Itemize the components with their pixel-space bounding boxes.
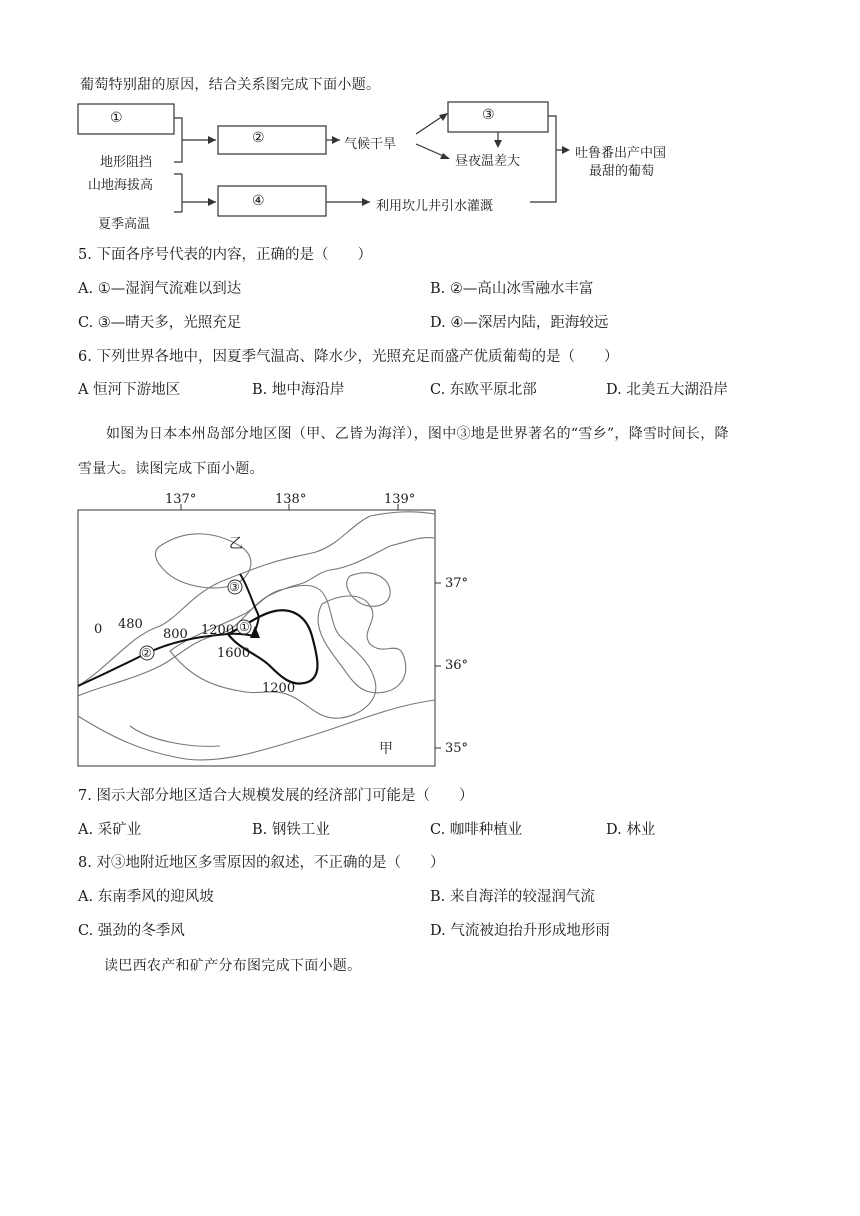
flow-box-3-label: ③ — [482, 107, 495, 123]
flow-box-2-label: ② — [252, 130, 265, 146]
contour-peak-ne — [347, 573, 390, 606]
q6-option-b[interactable]: B. 地中海沿岸 — [252, 382, 345, 398]
map-lon-138: 138° — [275, 492, 307, 507]
map-sea-yi: 乙 — [229, 536, 243, 552]
q8-stem: 8. 对③地附近地区多雪原因的叙述，不正确的是（ ） — [78, 855, 445, 871]
peak-marker-icon — [250, 626, 260, 638]
contour-south-small — [130, 726, 220, 746]
flow-box-4 — [218, 186, 326, 216]
q7-option-c[interactable]: C. 咖啡种植业 — [430, 822, 523, 838]
q5-stem: 5. 下面各序号代表的内容，正确的是（ ） — [78, 247, 372, 263]
map-contour-label-1600: 1600 — [217, 646, 251, 661]
map-point-3: ③ — [229, 580, 240, 594]
q6-stem: 6. 下列世界各地中，因夏季气温高、降水少，光照充足而盛产优质葡萄的是（ ） — [78, 349, 619, 365]
q6-option-a[interactable]: A 恒河下游地区 — [78, 382, 181, 398]
q8-option-b[interactable]: B. 来自海洋的较湿润气流 — [430, 889, 595, 905]
flow-summer-temp: 夏季高温 — [98, 217, 151, 232]
map-lon-137: 137° — [165, 492, 197, 507]
intro-map-line1: 如图为日本本州岛部分地区图（甲、乙皆为海洋），图中③地是世界著名的“雪乡”，降雪时间长，降 — [106, 426, 729, 442]
flow-mountain-altitude: 山地海拔高 — [88, 178, 154, 193]
map-contour-label-1200a: 1200 — [201, 623, 235, 638]
contour-800 — [170, 585, 376, 718]
q8-option-a[interactable]: A. 东南季风的迎风坡 — [78, 889, 214, 905]
flow-box-2 — [218, 126, 326, 154]
q7-stem: 7. 图示大部分地区适合大规模发展的经济部门可能是（ ） — [78, 788, 474, 804]
flow-box-3 — [448, 102, 548, 132]
map-lat-36: 36° — [445, 658, 469, 673]
intro-map-line2: 雪量大。读图完成下面小题。 — [78, 461, 264, 477]
flow-box-4-label: ④ — [252, 193, 265, 209]
q7-option-d[interactable]: D. 林业 — [606, 822, 656, 838]
map-contour-label-480: 480 — [118, 617, 143, 632]
contour-1200-east — [318, 596, 406, 693]
map-contour-label-800: 800 — [163, 627, 188, 642]
map-contour-label-1200b: 1200 — [262, 681, 296, 696]
flow-box-1-label: ① — [110, 110, 123, 126]
flow-karez: 利用坎儿井引水灌溉 — [376, 199, 494, 214]
intro-flowchart: 葡萄特别甜的原因，结合关系图完成下面小题。 — [80, 77, 381, 93]
q5-option-a[interactable]: A. ①—湿润气流难以到达 — [78, 281, 242, 297]
map-lat-37: 37° — [445, 576, 469, 591]
flow-diurnal-range: 昼夜温差大 — [455, 154, 521, 169]
q6-option-d[interactable]: D. 北美五大湖沿岸 — [606, 382, 728, 398]
map-sea-jia: 甲 — [379, 741, 393, 757]
flow-result-line1: 吐鲁番出产中国 — [575, 146, 667, 161]
map-point-2: ② — [141, 646, 152, 660]
q7-option-b[interactable]: B. 钢铁工业 — [252, 822, 330, 838]
q5-option-d[interactable]: D. ④—深居内陆，距海较远 — [430, 315, 609, 331]
q7-option-a[interactable]: A. 采矿业 — [78, 822, 142, 838]
map-contour-label-0: 0 — [94, 622, 103, 637]
map-lat-35: 35° — [445, 741, 469, 756]
flow-terrain-block: 地形阻挡 — [100, 155, 153, 170]
flow-result-line2: 最甜的葡萄 — [589, 164, 655, 179]
intro-brazil: 读巴西农产和矿产分布图完成下面小题。 — [104, 958, 362, 974]
q8-option-c[interactable]: C. 强劲的冬季风 — [78, 923, 185, 939]
flow-climate-dry: 气候干旱 — [344, 137, 397, 152]
map-point-1: ① — [239, 620, 250, 634]
q5-option-c[interactable]: C. ③—晴天多，光照充足 — [78, 315, 242, 331]
flow-box-1 — [78, 104, 174, 134]
q6-option-c[interactable]: C. 东欧平原北部 — [430, 382, 537, 398]
map-lon-139: 139° — [384, 492, 416, 507]
q5-option-b[interactable]: B. ②—高山冰雪融水丰富 — [430, 281, 594, 297]
q8-option-d[interactable]: D. 气流被迫抬升形成地形雨 — [430, 923, 610, 939]
